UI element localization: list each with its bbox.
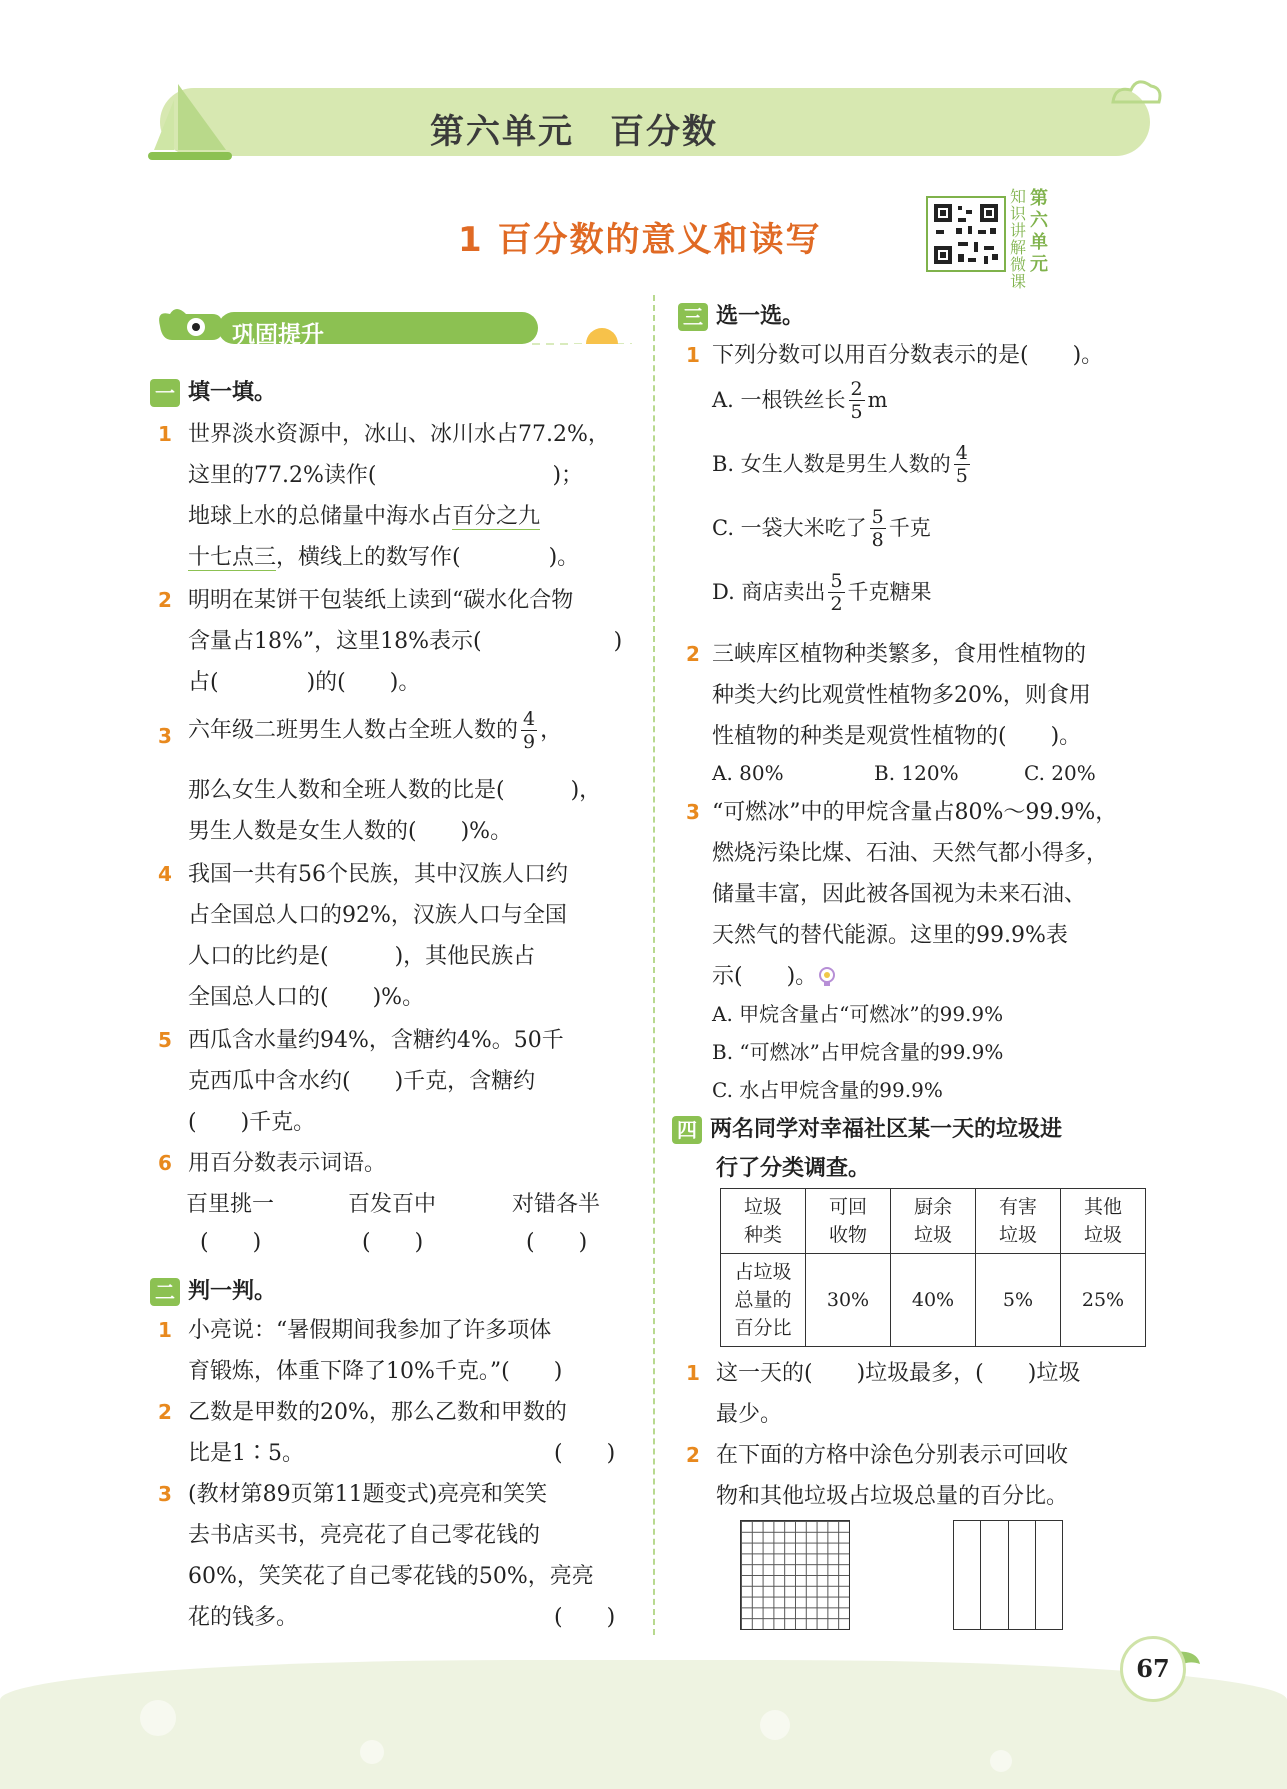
text-line: 人口的比约是( )，其他民族占 <box>188 944 536 969</box>
text-line: 物和其他垃圾占垃圾总量的百分比。 <box>716 1484 1069 1509</box>
text-line: 我国一共有56个民族，其中汉族人口约 <box>188 862 568 887</box>
unit-title: 第六单元 百分数 <box>430 112 718 152</box>
qr-caption-char: 讲 <box>1010 221 1027 240</box>
qr-caption-char: 单 <box>1030 232 1048 253</box>
text-line: 去书店买书，亮亮花了自己零花钱的 <box>188 1523 541 1548</box>
question-number: 1 <box>158 1318 172 1342</box>
qr-caption-char: 微 <box>1010 255 1027 274</box>
text-line: 明明在某饼干包装纸上读到“碳水化合物 <box>188 588 574 613</box>
column-divider <box>653 295 655 1635</box>
answer-bracket[interactable]: ( ) <box>554 1605 616 1630</box>
text-line: 下列分数可以用百分数表示的是( )。 <box>712 343 1104 368</box>
cell-text: 百分比 <box>734 1317 792 1339</box>
text-line: 男生人数是女生人数的( )%。 <box>188 819 513 844</box>
qr-code[interactable] <box>926 196 1006 272</box>
text-line: 含量占18%”，这里18%表示( ) <box>188 629 623 654</box>
text-span: 示( )。 <box>712 964 818 989</box>
question-number: 4 <box>158 862 172 886</box>
bottom-wave-decoration <box>0 1660 1287 1789</box>
text-line: “可燃冰”中的甲烷含量占80%～99.9%， <box>712 800 1118 825</box>
table-row-header <box>721 1254 806 1347</box>
qr-caption-char: 课 <box>1010 272 1027 291</box>
fraction <box>849 378 865 423</box>
question-number: 1 <box>686 343 700 367</box>
text-line: 那么女生人数和全班人数的比是( )， <box>188 778 602 803</box>
cell-text: 总量的 <box>734 1289 792 1311</box>
qr-code-icon <box>928 198 1004 270</box>
table-row <box>721 1189 1146 1254</box>
section-badge: 一 <box>150 379 180 407</box>
table-cell: 40% <box>891 1254 976 1347</box>
text-span: 六年级二班男生人数占全班人数的 <box>188 718 519 743</box>
option-a[interactable]: A. 甲烷含量占“可燃冰”的99.9% <box>712 1002 1004 1026</box>
section-badge: 二 <box>150 1278 180 1306</box>
table-header-cell <box>721 1189 806 1254</box>
text-line: 天然气的替代能源。这里的99.9%表 <box>712 923 1068 948</box>
cloud-icon <box>1105 72 1165 112</box>
consolidate-badge-label: 巩固提升 <box>232 322 324 348</box>
table-header-cell <box>1061 1189 1146 1254</box>
numerator: 5 <box>871 506 884 528</box>
question-number: 2 <box>158 588 172 612</box>
question-number: 2 <box>686 642 700 666</box>
bg-dot <box>360 1740 384 1764</box>
underlined-text: 十七点三 <box>188 545 277 570</box>
answer-bracket[interactable]: ( ) <box>362 1230 424 1255</box>
fraction <box>870 506 886 551</box>
option-text: A. 一根铁丝长 <box>712 388 846 412</box>
cell-text: 其他 <box>1083 1196 1122 1218</box>
unit-text: 千克糖果 <box>847 580 932 604</box>
question-number: 2 <box>686 1443 700 1467</box>
fraction <box>521 708 537 753</box>
text-line: 这里的77.2%读作( )； <box>188 463 584 488</box>
unit-text: 千克 <box>888 516 931 540</box>
text-line: 世界淡水资源中，冰山、冰川水占77.2%， <box>188 422 610 447</box>
qr-caption-char: 第 <box>1030 188 1048 209</box>
text-line <box>712 956 837 997</box>
lesson-title: 1 百分数的意义和读写 <box>458 220 822 260</box>
denominator: 2 <box>830 593 843 615</box>
cell-text: 垃圾 <box>998 1224 1037 1246</box>
text-line: 育锻炼，体重下降了10%千克。”( ) <box>188 1359 563 1384</box>
option-text: C. 一袋大米吃了 <box>712 516 867 540</box>
question-number: 3 <box>158 1482 172 1506</box>
cell-text: 占垃圾 <box>734 1261 792 1283</box>
qr-caption-char: 元 <box>1030 254 1048 275</box>
section-title: 选一选。 <box>716 304 805 329</box>
text-line: 比是1∶5。 <box>188 1441 304 1466</box>
text-line <box>188 537 579 578</box>
cell-text: 厨余 <box>913 1196 952 1218</box>
question-number: 2 <box>158 1400 172 1424</box>
section-title: 两名同学对幸福社区某一天的垃圾进 <box>710 1117 1063 1142</box>
page-number: 67 <box>1120 1636 1186 1702</box>
fraction <box>828 570 844 615</box>
grid-column[interactable] <box>1036 1521 1062 1629</box>
text-line: 占全国总人口的92%，汉族人口与全国 <box>188 903 567 928</box>
text-line: 用百分数表示词语。 <box>188 1151 387 1176</box>
text-line: 西瓜含水量约94%，含糖约4%。50千 <box>188 1028 564 1053</box>
table-header-cell <box>976 1189 1061 1254</box>
option-c[interactable]: C. 20% <box>1024 761 1096 785</box>
option-c[interactable]: C. 水占甲烷含量的99.9% <box>712 1078 943 1102</box>
option-b[interactable]: B. 120% <box>874 761 959 785</box>
question-number: 3 <box>158 724 172 748</box>
numerator: 5 <box>830 570 843 592</box>
text-span: 地球上水的总储量中海水占 <box>188 504 453 529</box>
table-cell: 30% <box>806 1254 891 1347</box>
option-text: B. 女生人数是男生人数的 <box>712 452 951 476</box>
garbage-table <box>720 1188 1146 1347</box>
denominator: 8 <box>871 529 884 551</box>
cell-text: 垃圾 <box>1083 1224 1122 1246</box>
section-title: 判一判。 <box>188 1279 277 1304</box>
section-title: 填一填。 <box>188 380 277 405</box>
qr-caption <box>1010 188 1050 290</box>
grid-column[interactable] <box>981 1521 1008 1629</box>
sailboat-icon <box>148 80 232 164</box>
bg-dot <box>760 1710 790 1740</box>
four-column-grid[interactable] <box>953 1520 1063 1630</box>
section-badge: 三 <box>678 303 708 331</box>
grid-column[interactable] <box>1009 1521 1036 1629</box>
grid-column[interactable] <box>954 1521 981 1629</box>
text-line: ( )千克。 <box>188 1110 316 1135</box>
option-c[interactable] <box>712 506 931 551</box>
whale-badge-decoration <box>152 300 632 358</box>
text-span: ，横线上的数写作( )。 <box>276 545 580 570</box>
option-d[interactable] <box>712 570 932 615</box>
bg-dot <box>990 1750 1012 1772</box>
text-line: 种类大约比观赏性植物多20%，则食用 <box>712 683 1091 708</box>
idiom-word: 百里挑一 <box>186 1192 275 1217</box>
option-b[interactable] <box>712 442 973 487</box>
text-line: 小亮说：“暑假期间我参加了许多项体 <box>188 1318 552 1343</box>
answer-bracket[interactable]: ( ) <box>200 1230 262 1255</box>
option-a[interactable]: A. 80% <box>712 761 784 785</box>
question-number: 1 <box>686 1361 700 1385</box>
table-header-cell <box>806 1189 891 1254</box>
idiom-word: 对错各半 <box>512 1192 601 1217</box>
text-line <box>188 708 562 753</box>
text-line: 这一天的( )垃圾最多，( )垃圾 <box>716 1361 1081 1386</box>
question-number: 6 <box>158 1151 172 1175</box>
text-line: 最少。 <box>716 1402 783 1427</box>
text-line: 在下面的方格中涂色分别表示可回收 <box>716 1443 1069 1468</box>
hundred-square-grid[interactable] <box>740 1520 850 1630</box>
hint-bulb-icon[interactable] <box>817 966 837 988</box>
table-row <box>721 1254 1146 1347</box>
cell-text: 种类 <box>743 1224 782 1246</box>
text-line: 60%，笑笑花了自己零花钱的50%，亮亮 <box>188 1564 594 1589</box>
option-text: D. 商店卖出 <box>712 580 826 604</box>
text-line: 克西瓜中含水约( )千克，含糖约 <box>188 1069 536 1094</box>
question-number: 1 <box>158 422 172 446</box>
table-cell: 5% <box>976 1254 1061 1347</box>
text-span: ， <box>540 718 563 743</box>
table-header-cell <box>891 1189 976 1254</box>
option-a[interactable] <box>712 378 888 423</box>
cell-text: 可回 <box>828 1196 867 1218</box>
section-title-cont: 行了分类调查。 <box>716 1156 871 1181</box>
answer-bracket[interactable]: ( ) <box>526 1230 588 1255</box>
text-line: 全国总人口的( )%。 <box>188 985 425 1010</box>
idiom-word: 百发百中 <box>348 1192 437 1217</box>
denominator: 5 <box>850 401 863 423</box>
text-line: (教材第89页第11题变式)亮亮和笑笑 <box>188 1482 548 1507</box>
bg-dot <box>140 1700 176 1736</box>
qr-caption-char: 六 <box>1030 210 1048 231</box>
text-line: 储量丰富，因此被各国视为未来石油、 <box>712 882 1087 907</box>
underlined-text: 百分之九 <box>452 504 541 529</box>
cell-text: 垃圾 <box>913 1224 952 1246</box>
fraction <box>954 442 970 487</box>
text-line: 燃烧污染比煤、石油、天然气都小得多， <box>712 841 1109 866</box>
denominator: 9 <box>523 731 536 753</box>
qr-caption-char: 知 <box>1010 187 1027 206</box>
answer-bracket[interactable]: ( ) <box>554 1441 616 1466</box>
text-line: 花的钱多。 <box>188 1605 299 1630</box>
cell-text: 收物 <box>828 1224 867 1246</box>
unit-text: m <box>867 388 888 412</box>
text-line: 占( )的( )。 <box>188 670 421 695</box>
cell-text: 有害 <box>998 1196 1037 1218</box>
numerator: 4 <box>955 442 968 464</box>
denominator: 5 <box>955 465 968 487</box>
numerator: 2 <box>850 378 863 400</box>
table-cell: 25% <box>1061 1254 1146 1347</box>
text-line: 三峡库区植物种类繁多，食用性植物的 <box>712 642 1087 667</box>
question-number: 3 <box>686 800 700 824</box>
text-line <box>188 496 540 537</box>
option-b[interactable]: B. “可燃冰”占甲烷含量的99.9% <box>712 1040 1004 1064</box>
qr-caption-char: 解 <box>1010 238 1027 257</box>
question-number: 5 <box>158 1028 172 1052</box>
numerator: 4 <box>523 708 536 730</box>
section-badge: 四 <box>672 1116 702 1144</box>
text-line: 性植物的种类是观赏性植物的( )。 <box>712 724 1082 749</box>
cell-text: 垃圾 <box>743 1196 782 1218</box>
qr-caption-char: 识 <box>1010 204 1027 223</box>
text-line: 乙数是甲数的20%，那么乙数和甲数的 <box>188 1400 567 1425</box>
